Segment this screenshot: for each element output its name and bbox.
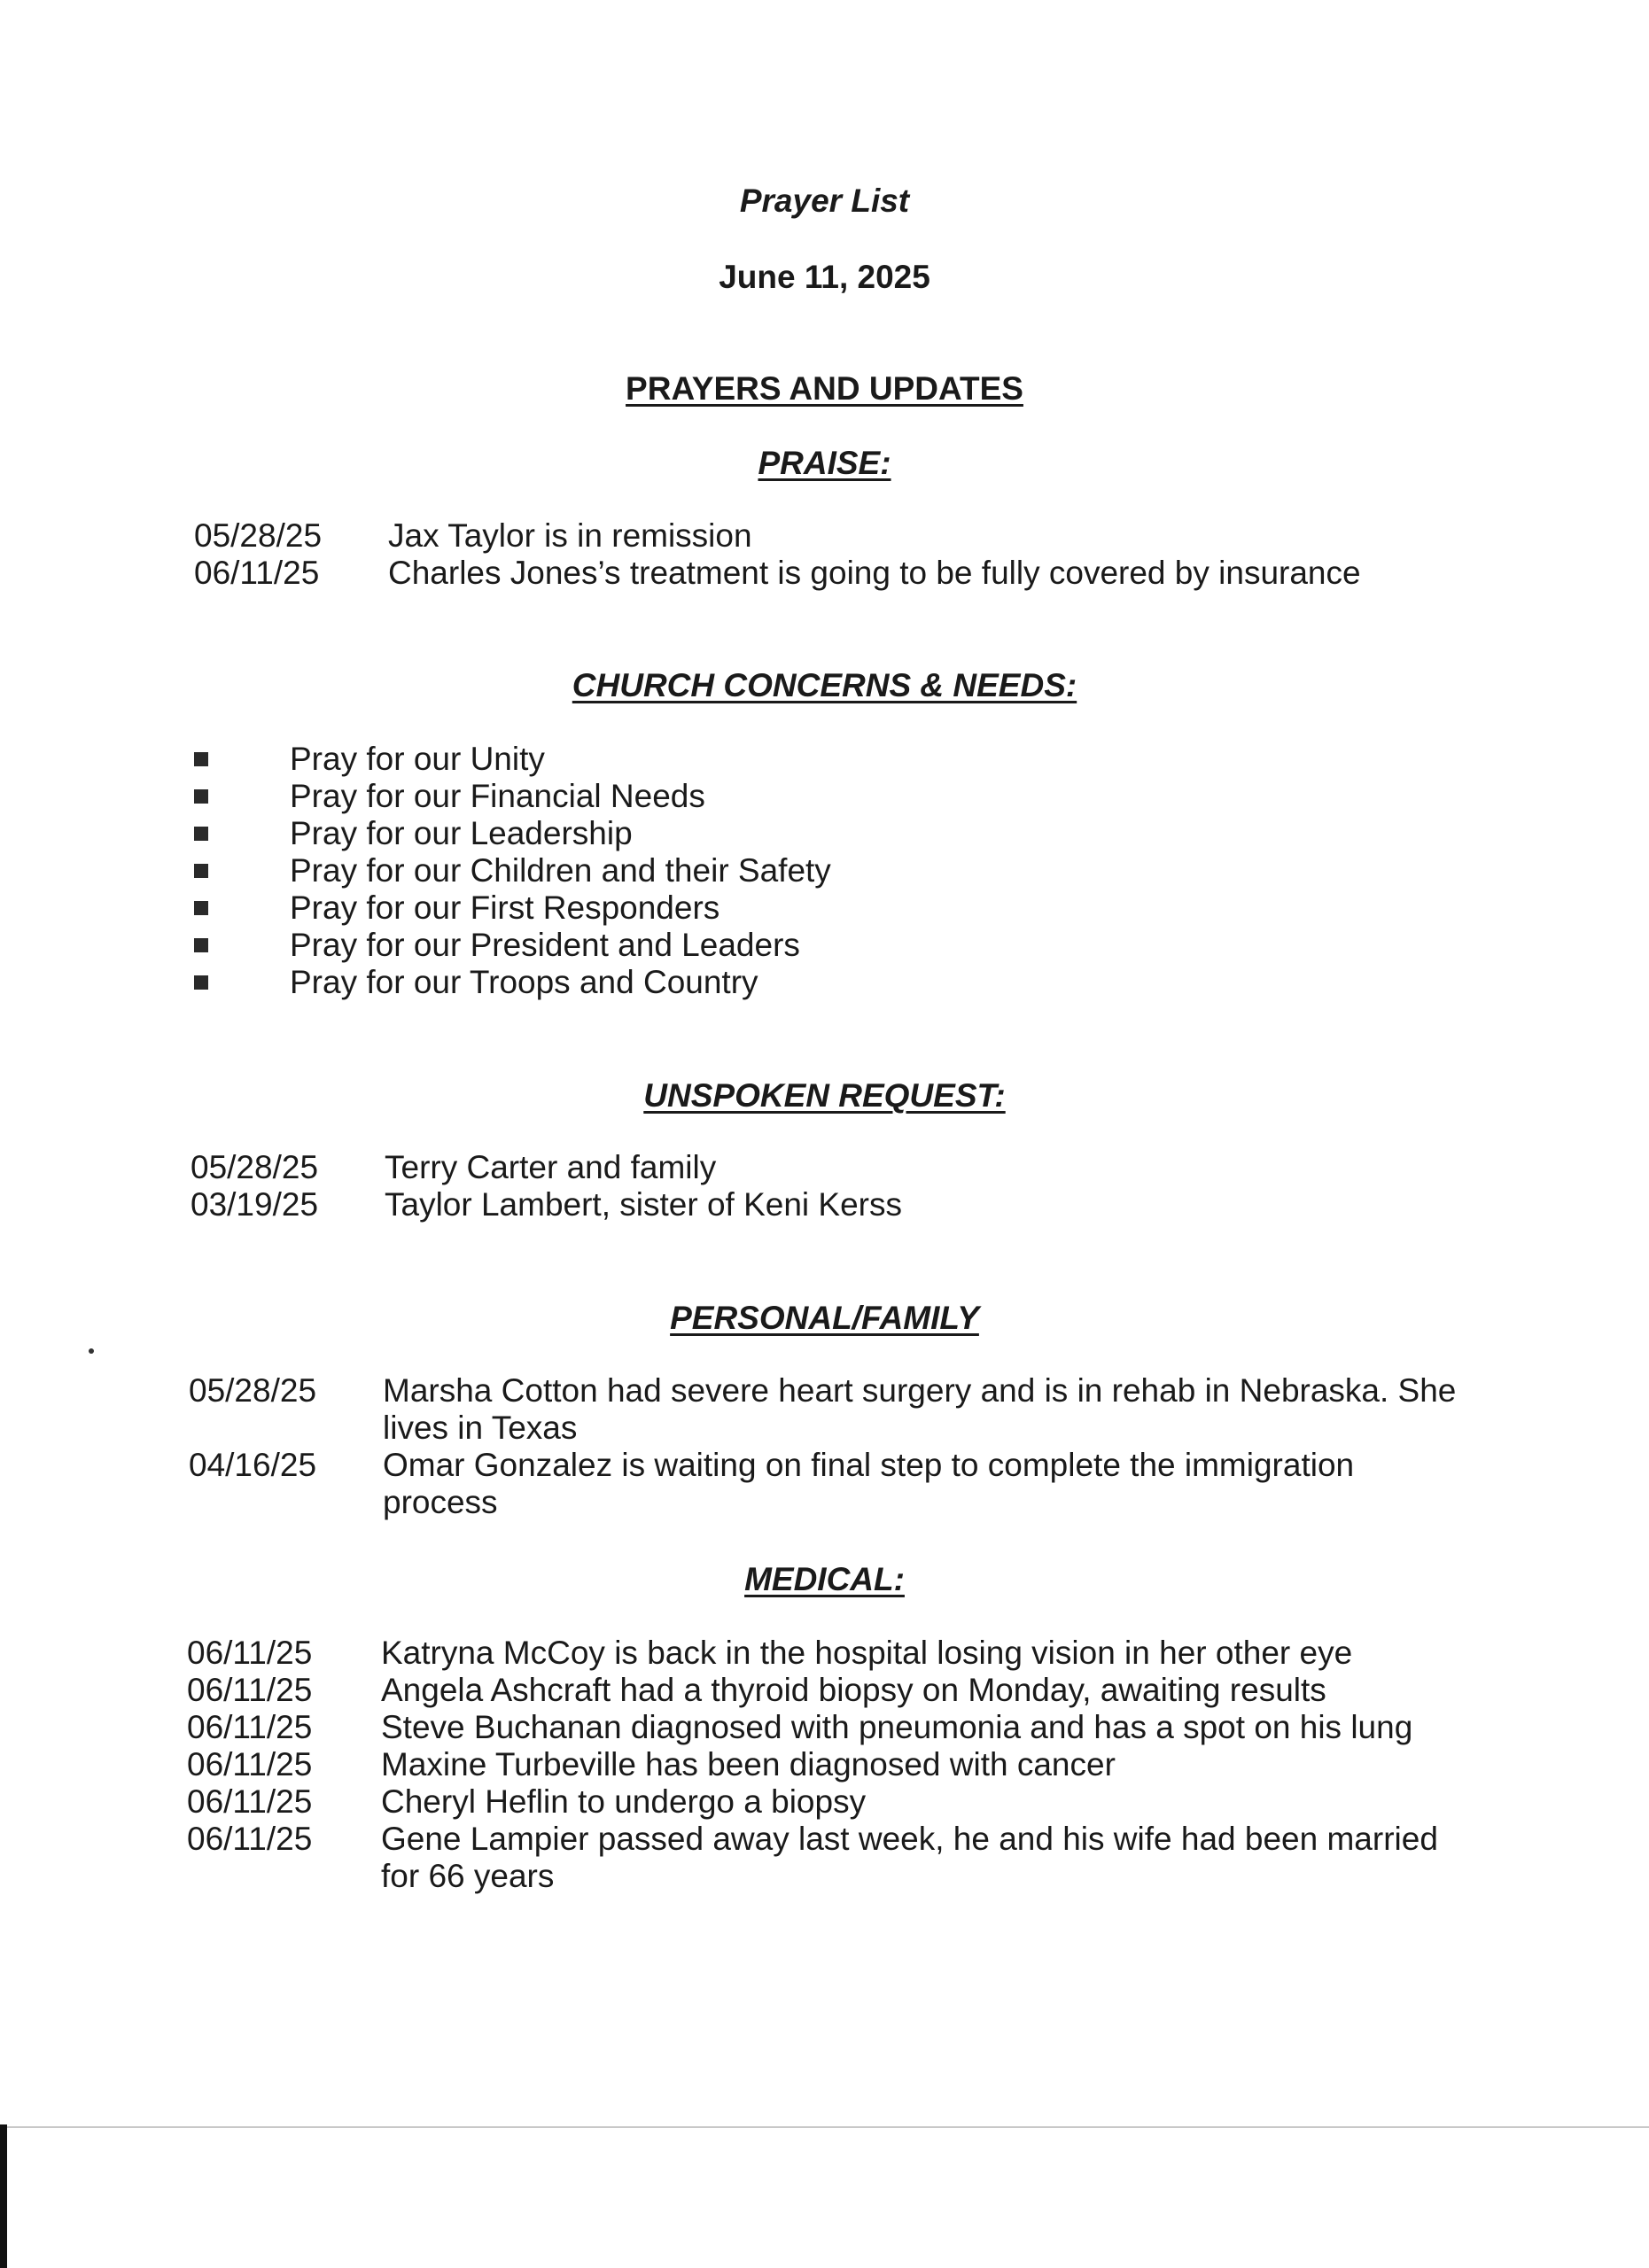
- entry-text: Taylor Lambert, sister of Keni Kerss: [385, 1186, 902, 1223]
- entry-text: Maxine Turbeville has been diagnosed with cancer: [381, 1746, 1116, 1783]
- square-bullet-icon: [194, 901, 208, 915]
- entry-date: 06/11/25: [187, 1746, 313, 1783]
- list-item: [0, 964, 1649, 1001]
- unspoken-list: [0, 1149, 1649, 1223]
- entry-text: Jax Taylor is in remission: [388, 517, 752, 554]
- list-item-text: Pray for our President and Leaders: [290, 927, 800, 963]
- square-bullet-icon: [194, 752, 208, 766]
- entry-date: 06/11/25: [187, 1709, 313, 1745]
- list-item: [0, 778, 1649, 815]
- square-bullet-icon: [194, 975, 208, 990]
- list-item-text: Pray for our Children and their Safety: [290, 852, 831, 889]
- praise-list: [0, 517, 1649, 592]
- list-item: [0, 927, 1649, 964]
- medical-heading: MEDICAL:: [744, 1561, 905, 1597]
- list-item-text: Pray for our First Responders: [290, 889, 720, 926]
- unspoken-entry: [0, 1186, 1649, 1223]
- entry-date: 06/11/25: [187, 1672, 313, 1708]
- list-item-text: Pray for our Financial Needs: [290, 778, 705, 814]
- personal-family-heading: PERSONAL/FAMILY: [670, 1300, 979, 1336]
- medical-entry: [0, 1746, 1649, 1783]
- entry-text: Gene Lampier passed away last week, he and his wife had been married for 66 years: [381, 1821, 1438, 1894]
- entry-date: 05/28/25: [189, 1372, 317, 1409]
- entry-date: 06/11/25: [187, 1783, 313, 1820]
- list-item: [0, 852, 1649, 889]
- entry-date: 06/11/25: [187, 1821, 313, 1857]
- unspoken-request-heading: UNSPOKEN REQUEST:: [643, 1077, 1006, 1114]
- medical-entry: [0, 1635, 1649, 1672]
- square-bullet-icon: [194, 827, 208, 841]
- square-bullet-icon: [194, 938, 208, 952]
- list-item: [0, 741, 1649, 778]
- praise-entry: [0, 517, 1649, 555]
- praise-heading: PRAISE:: [758, 445, 891, 481]
- entry-text: Charles Jones’s treatment is going to be fully covered by insurance: [388, 555, 1361, 591]
- entry-text: Angela Ashcraft had a thyroid biopsy on Monday, awaiting results: [381, 1672, 1326, 1708]
- list-date: June 11, 2025: [719, 259, 930, 295]
- list-item: [0, 889, 1649, 927]
- entry-text: Omar Gonzalez is waiting on final step to complete the immigration process: [383, 1447, 1355, 1520]
- medical-entry: [0, 1672, 1649, 1709]
- medical-entry: [0, 1783, 1649, 1821]
- medical-entry: [0, 1821, 1649, 1895]
- square-bullet-icon: [194, 789, 208, 804]
- personal-entry: [0, 1372, 1649, 1447]
- list-item-text: Pray for our Leadership: [290, 815, 633, 851]
- scan-speck: [89, 1348, 94, 1354]
- entry-text: Steve Buchanan diagnosed with pneumonia and has a spot on his lung: [381, 1709, 1413, 1745]
- church-concerns-list: [0, 741, 1649, 1001]
- entry-text: Marsha Cotton had severe heart surgery and is in rehab in Nebraska. She lives in Texas: [383, 1372, 1457, 1446]
- medical-list: [0, 1635, 1649, 1895]
- medical-entry: [0, 1709, 1649, 1746]
- list-item-text: Pray for our Unity: [290, 741, 545, 777]
- entry-date: 03/19/25: [191, 1186, 319, 1223]
- personal-entry: [0, 1447, 1649, 1521]
- church-concerns-heading: CHURCH CONCERNS & NEEDS:: [572, 667, 1077, 703]
- entry-text: Terry Carter and family: [385, 1149, 717, 1185]
- personal-family-list: [0, 1372, 1649, 1521]
- page-title: Prayer List: [739, 183, 910, 219]
- praise-entry: [0, 555, 1649, 592]
- main-heading: PRAYERS AND UPDATES: [626, 370, 1023, 407]
- list-item-text: Pray for our Troops and Country: [290, 964, 758, 1000]
- scan-edge-line: [0, 2126, 1649, 2128]
- scan-edge-shadow: [0, 2124, 7, 2268]
- list-item: [0, 815, 1649, 852]
- square-bullet-icon: [194, 864, 208, 878]
- unspoken-entry: [0, 1149, 1649, 1186]
- entry-date: 05/28/25: [194, 517, 323, 554]
- entry-date: 05/28/25: [191, 1149, 319, 1185]
- entry-text: Cheryl Heflin to undergo a biopsy: [381, 1783, 867, 1820]
- entry-date: 06/11/25: [187, 1635, 313, 1671]
- entry-text: Katryna McCoy is back in the hospital losing vision in her other eye: [381, 1635, 1353, 1671]
- entry-date: 06/11/25: [194, 555, 320, 591]
- entry-date: 04/16/25: [189, 1447, 317, 1483]
